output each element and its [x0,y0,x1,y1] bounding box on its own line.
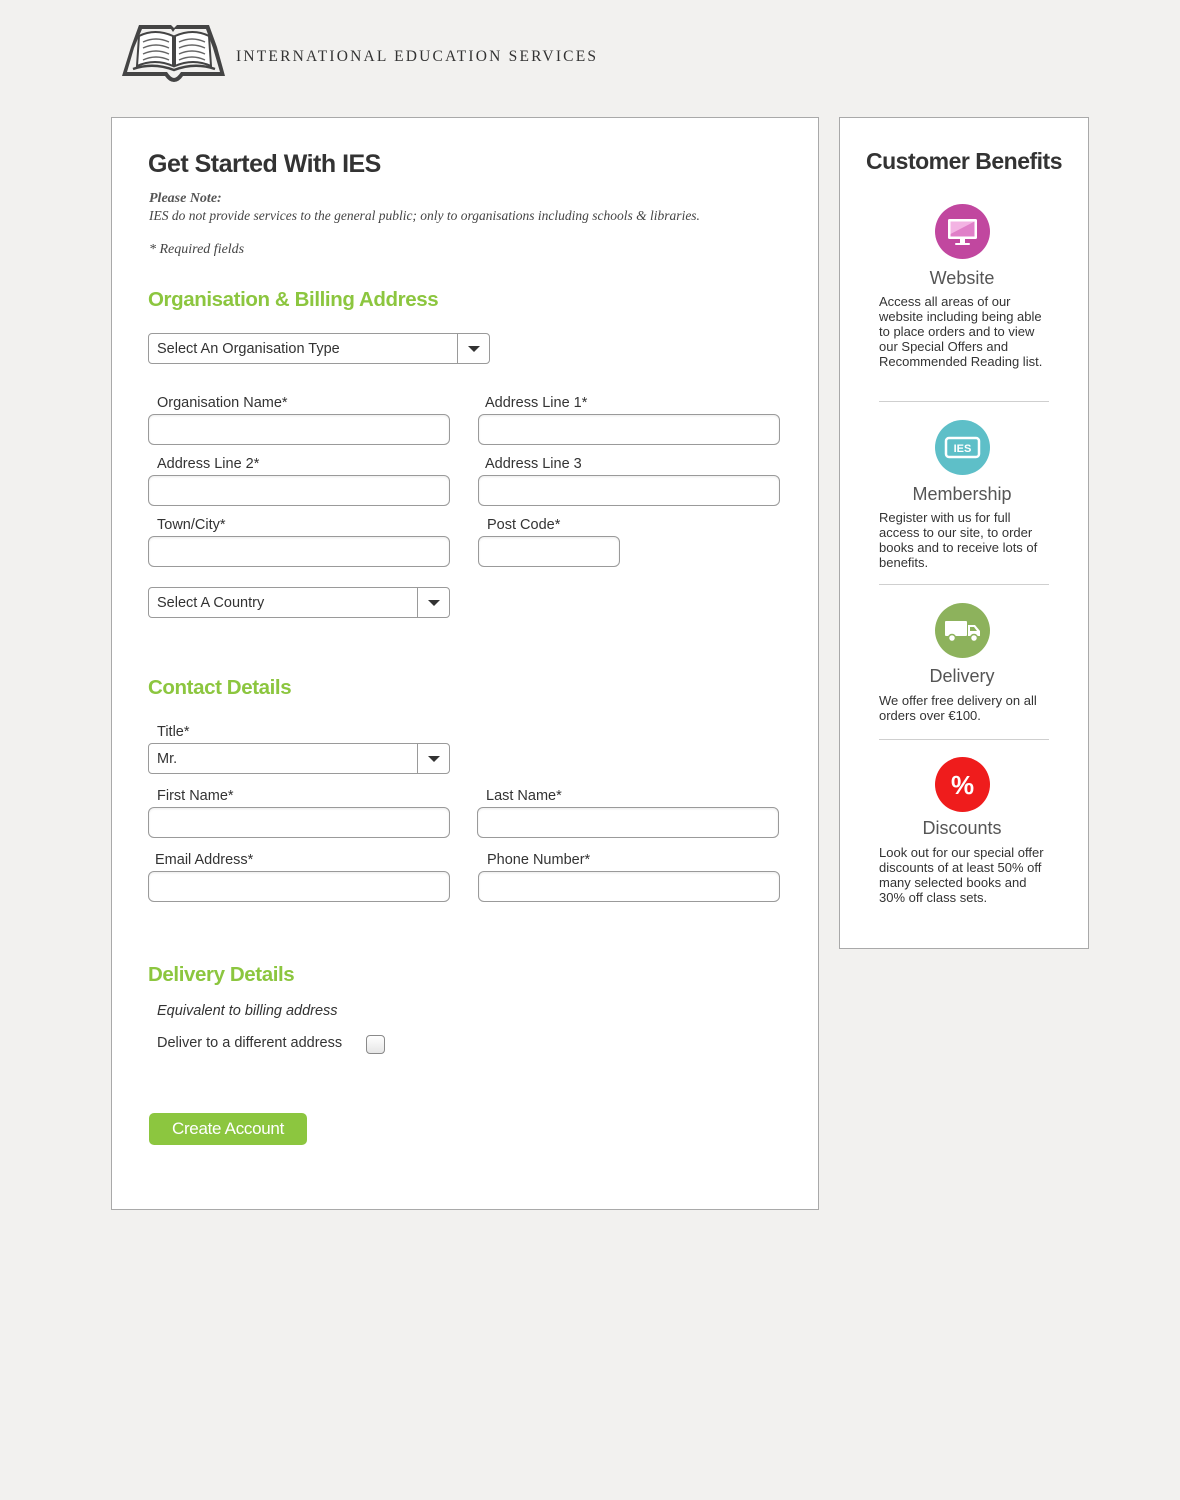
address-line2-label: Address Line 2* [157,456,260,472]
address-line1-label: Address Line 1* [485,395,588,411]
chevron-down-icon[interactable] [457,334,489,363]
post-code-input[interactable] [478,536,620,567]
address-line3-input[interactable] [478,475,780,506]
country-value: Select A Country [157,595,265,611]
phone-label: Phone Number* [487,852,591,868]
chevron-down-icon[interactable] [417,744,449,773]
town-city-label: Town/City* [157,517,226,533]
organisation-type-value: Select An Organisation Type [157,341,340,357]
organisation-type-select[interactable] [148,333,490,364]
percent-icon [935,757,990,812]
divider [879,739,1049,740]
site-logo[interactable] [121,22,601,82]
benefit-name: Discounts [922,818,1002,838]
customer-benefits-panel [839,117,1089,949]
create-account-button[interactable]: Create Account [149,1113,307,1145]
benefits-title: Customer Benefits [866,148,1062,174]
note-body: IES do not provide services to the general public; only to organisations including schools & libraries. [149,208,700,223]
monitor-icon [935,204,990,259]
divider [879,401,1049,402]
title-label: Title* [157,724,190,740]
delivery-section-heading: Delivery Details [148,963,295,986]
organisation-name-label: Organisation Name* [157,395,288,411]
town-city-input[interactable] [148,536,450,567]
benefit-name: Membership [912,484,1012,504]
address-line2-input[interactable] [148,475,450,506]
country-select[interactable] [148,587,450,618]
benefit-description: Look out for our special offer discounts of at least 50% off many selected books and 30% off class sets. [879,845,1044,905]
benefit-description: Register with us for full access to our site, to order books and to receive lots of benefits. [879,510,1038,570]
billing-section-heading: Organisation & Billing Address [148,288,439,311]
post-code-label: Post Code* [487,517,561,533]
open-book-icon [121,22,227,82]
note-title: Please Note: [149,191,222,206]
ies-card-icon [935,420,990,475]
first-name-input[interactable] [148,807,450,838]
registration-form-panel [111,117,819,1210]
benefit-name: Website [929,268,995,288]
organisation-name-input[interactable] [148,414,450,445]
address-line3-label: Address Line 3 [485,456,582,472]
benefit-name: Delivery [929,666,995,686]
divider [879,584,1049,585]
email-input[interactable] [148,871,450,902]
svg-text:IES: IES [953,443,972,455]
page-title: Get Started With IES [148,150,381,178]
truck-icon [935,603,990,658]
address-line1-input[interactable] [478,414,780,445]
last-name-input[interactable] [477,807,779,838]
first-name-label: First Name* [157,788,234,804]
required-fields-note: * Required fields [149,242,245,257]
svg-text:%: % [950,770,975,800]
benefit-description: Access all areas of our website including being able to place orders and to view our Special Offers and Recommended Reading list. [879,294,1043,369]
equivalent-billing-note: Equivalent to billing address [157,1003,338,1019]
title-value: Mr. [157,751,178,767]
phone-input[interactable] [478,871,780,902]
contact-section-heading: Contact Details [148,676,292,699]
last-name-label: Last Name* [486,788,562,804]
title-select[interactable] [148,743,450,774]
chevron-down-icon[interactable] [417,588,449,617]
benefit-description: We offer free delivery on all orders over €100. [879,693,1037,723]
email-label: Email Address* [155,852,254,868]
different-address-checkbox[interactable] [366,1035,385,1054]
brand-name: INTERNATIONAL EDUCATION SERVICES [236,48,599,65]
different-address-label[interactable]: Deliver to a different address [157,1035,343,1051]
